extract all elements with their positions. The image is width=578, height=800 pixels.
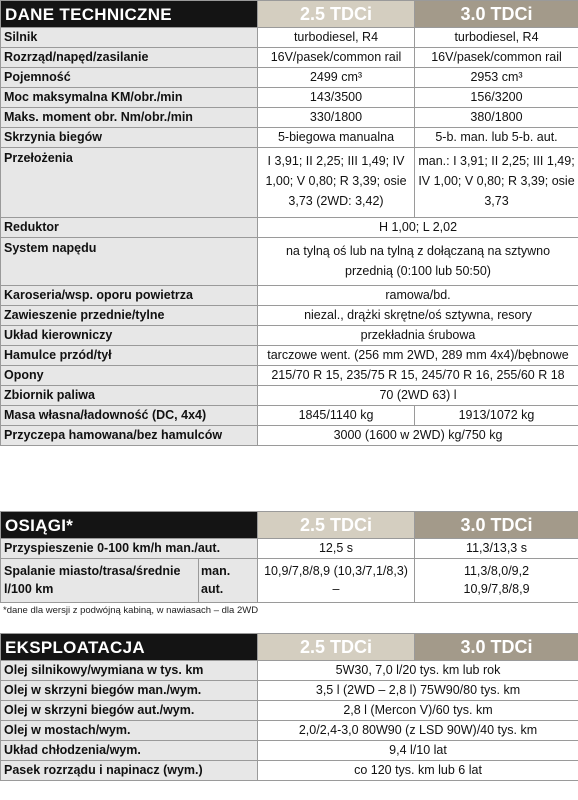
row-value: H 1,00; L 2,02 bbox=[258, 218, 578, 238]
row-label: Masa własna/ładowność (DC, 4x4) bbox=[1, 406, 258, 426]
table-row bbox=[1, 48, 578, 68]
row-label: Olej w skrzyni biegów man./wym. bbox=[1, 681, 258, 701]
table-row bbox=[1, 539, 578, 559]
performance-header-row bbox=[1, 512, 578, 539]
row-value: 156/3200 bbox=[415, 88, 578, 108]
row-label: Skrzynia biegów bbox=[1, 128, 258, 148]
table-row bbox=[1, 148, 578, 218]
row-label: Olej w skrzyni biegów aut./wym. bbox=[1, 701, 258, 721]
table-row bbox=[1, 661, 578, 681]
table-row bbox=[1, 366, 578, 386]
value-automatic: 10,9/7,8/8,9 bbox=[463, 582, 530, 596]
row-label: Hamulce przód/tył bbox=[1, 346, 258, 366]
row-value: 2953 cm³ bbox=[415, 68, 578, 88]
row-value: 143/3500 bbox=[258, 88, 415, 108]
row-value: 1845/1140 kg bbox=[258, 406, 415, 426]
row-value bbox=[258, 559, 415, 603]
row-value: 2,0/2,4-3,0 80W90 (z LSD 90W)/40 tys. km bbox=[258, 721, 578, 741]
table-row bbox=[1, 128, 578, 148]
row-value: 11,3/13,3 s bbox=[415, 539, 578, 559]
sublabel-manual: man. bbox=[201, 564, 231, 578]
maintenance-section bbox=[0, 633, 578, 781]
value-manual: 10,9/7,8/8,9 (10,3/7,1/8,3) bbox=[264, 564, 408, 578]
row-value: ramowa/bd. bbox=[258, 286, 578, 306]
table-row bbox=[1, 721, 578, 741]
maintenance-title: EKSPLOATACJA bbox=[1, 634, 258, 661]
tech-title: DANE TECHNICZNE bbox=[1, 1, 258, 28]
row-label: Olej w mostach/wym. bbox=[1, 721, 258, 741]
row-sublabels bbox=[199, 559, 258, 603]
row-label: Przyspieszenie 0-100 km/h man./aut. bbox=[1, 539, 258, 559]
maintenance-col2-header: 3.0 TDCi bbox=[415, 634, 578, 661]
row-label: Moc maksymalna KM/obr./min bbox=[1, 88, 258, 108]
row-label: Silnik bbox=[1, 28, 258, 48]
row-label: Przyczepa hamowana/bez hamulców bbox=[1, 426, 258, 446]
table-row bbox=[1, 218, 578, 238]
row-value: 215/70 R 15, 235/75 R 15, 245/70 R 16, 255/60 R 18 bbox=[258, 366, 578, 386]
row-label: Reduktor bbox=[1, 218, 258, 238]
row-label: Układ kierowniczy bbox=[1, 326, 258, 346]
table-row bbox=[1, 426, 578, 446]
tech-col2-header: 3.0 TDCi bbox=[415, 1, 578, 28]
row-label: System napędu bbox=[1, 238, 258, 286]
row-label: Rozrząd/napęd/zasilanie bbox=[1, 48, 258, 68]
tech-header-row bbox=[1, 1, 578, 28]
row-label: Zawieszenie przednie/tylne bbox=[1, 306, 258, 326]
row-label: Opony bbox=[1, 366, 258, 386]
row-value: 5-biegowa manualna bbox=[258, 128, 415, 148]
footnote: *dane dla wersji z podwójną kabiną, w nawiasach – dla 2WD bbox=[3, 605, 259, 616]
row-value: 2499 cm³ bbox=[258, 68, 415, 88]
row-value: 70 (2WD 63) l bbox=[258, 386, 578, 406]
row-label: Pojemność bbox=[1, 68, 258, 88]
table-row bbox=[1, 386, 578, 406]
performance-table bbox=[0, 511, 578, 603]
table-row bbox=[1, 28, 578, 48]
table-row bbox=[1, 108, 578, 128]
table-row bbox=[1, 741, 578, 761]
tech-col1-header: 2.5 TDCi bbox=[258, 1, 415, 28]
maintenance-header-row bbox=[1, 634, 578, 661]
table-row bbox=[1, 68, 578, 88]
row-value: 3000 (1600 w 2WD) kg/750 kg bbox=[258, 426, 578, 446]
value-manual: 11,3/8,0/9,2 bbox=[463, 564, 530, 578]
row-value: przekładnia śrubowa bbox=[258, 326, 578, 346]
row-label: Karoseria/wsp. oporu powietrza bbox=[1, 286, 258, 306]
performance-title: OSIĄGI* bbox=[1, 512, 258, 539]
sublabel-automatic: aut. bbox=[201, 582, 224, 596]
row-value: co 120 tys. km lub 6 lat bbox=[258, 761, 578, 781]
row-value: 1913/1072 kg bbox=[415, 406, 578, 426]
row-label: Układ chłodzenia/wym. bbox=[1, 741, 258, 761]
table-row bbox=[1, 559, 578, 603]
row-value bbox=[415, 559, 578, 603]
performance-col2-header: 3.0 TDCi bbox=[415, 512, 578, 539]
row-value: 16V/pasek/common rail bbox=[258, 48, 415, 68]
table-row bbox=[1, 346, 578, 366]
row-value: niezal., drążki skrętne/oś sztywna, resory bbox=[258, 306, 578, 326]
row-value: 16V/pasek/common rail bbox=[415, 48, 578, 68]
row-value: na tylną oś lub na tylną z dołączaną na sztywno przednią (0:100 lub 50:50) bbox=[258, 238, 578, 286]
row-value: turbodiesel, R4 bbox=[415, 28, 578, 48]
table-row bbox=[1, 406, 578, 426]
row-label: Maks. moment obr. Nm/obr./min bbox=[1, 108, 258, 128]
row-label: Spalanie miasto/trasa/średnie l/100 km bbox=[1, 559, 199, 603]
table-row bbox=[1, 286, 578, 306]
row-value: man.: I 3,91; II 2,25; III 1,49; IV 1,00; V 0,80; R 3,39; osie 3,73 bbox=[415, 148, 578, 218]
performance-section bbox=[0, 511, 578, 618]
row-value: 5W30, 7,0 l/20 tys. km lub rok bbox=[258, 661, 578, 681]
maintenance-col1-header: 2.5 TDCi bbox=[258, 634, 415, 661]
row-value: 2,8 l (Mercon V)/60 tys. km bbox=[258, 701, 578, 721]
value-automatic: – bbox=[332, 582, 340, 596]
table-row bbox=[1, 761, 578, 781]
table-row bbox=[1, 88, 578, 108]
row-label: Olej silnikowy/wymiana w tys. km bbox=[1, 661, 258, 681]
row-value: 380/1800 bbox=[415, 108, 578, 128]
row-value: 3,5 l (2WD – 2,8 l) 75W90/80 tys. km bbox=[258, 681, 578, 701]
table-row bbox=[1, 326, 578, 346]
row-value: 9,4 l/10 lat bbox=[258, 741, 578, 761]
row-value: tarczowe went. (256 mm 2WD, 289 mm 4x4)/bębnowe bbox=[258, 346, 578, 366]
row-label: Przełożenia bbox=[1, 148, 258, 218]
maintenance-table bbox=[0, 633, 578, 781]
row-value: I 3,91; II 2,25; III 1,49; IV 1,00; V 0,80; R 3,39; osie 3,73 (2WD: 3,42) bbox=[258, 148, 415, 218]
row-value: 5-b. man. lub 5-b. aut. bbox=[415, 128, 578, 148]
performance-col1-header: 2.5 TDCi bbox=[258, 512, 415, 539]
table-row bbox=[1, 306, 578, 326]
table-row bbox=[1, 701, 578, 721]
row-value: 12,5 s bbox=[258, 539, 415, 559]
row-label: Zbiornik paliwa bbox=[1, 386, 258, 406]
table-row bbox=[1, 238, 578, 286]
row-label: Pasek rozrządu i napinacz (wym.) bbox=[1, 761, 258, 781]
row-value: turbodiesel, R4 bbox=[258, 28, 415, 48]
row-value: 330/1800 bbox=[258, 108, 415, 128]
table-row bbox=[1, 681, 578, 701]
